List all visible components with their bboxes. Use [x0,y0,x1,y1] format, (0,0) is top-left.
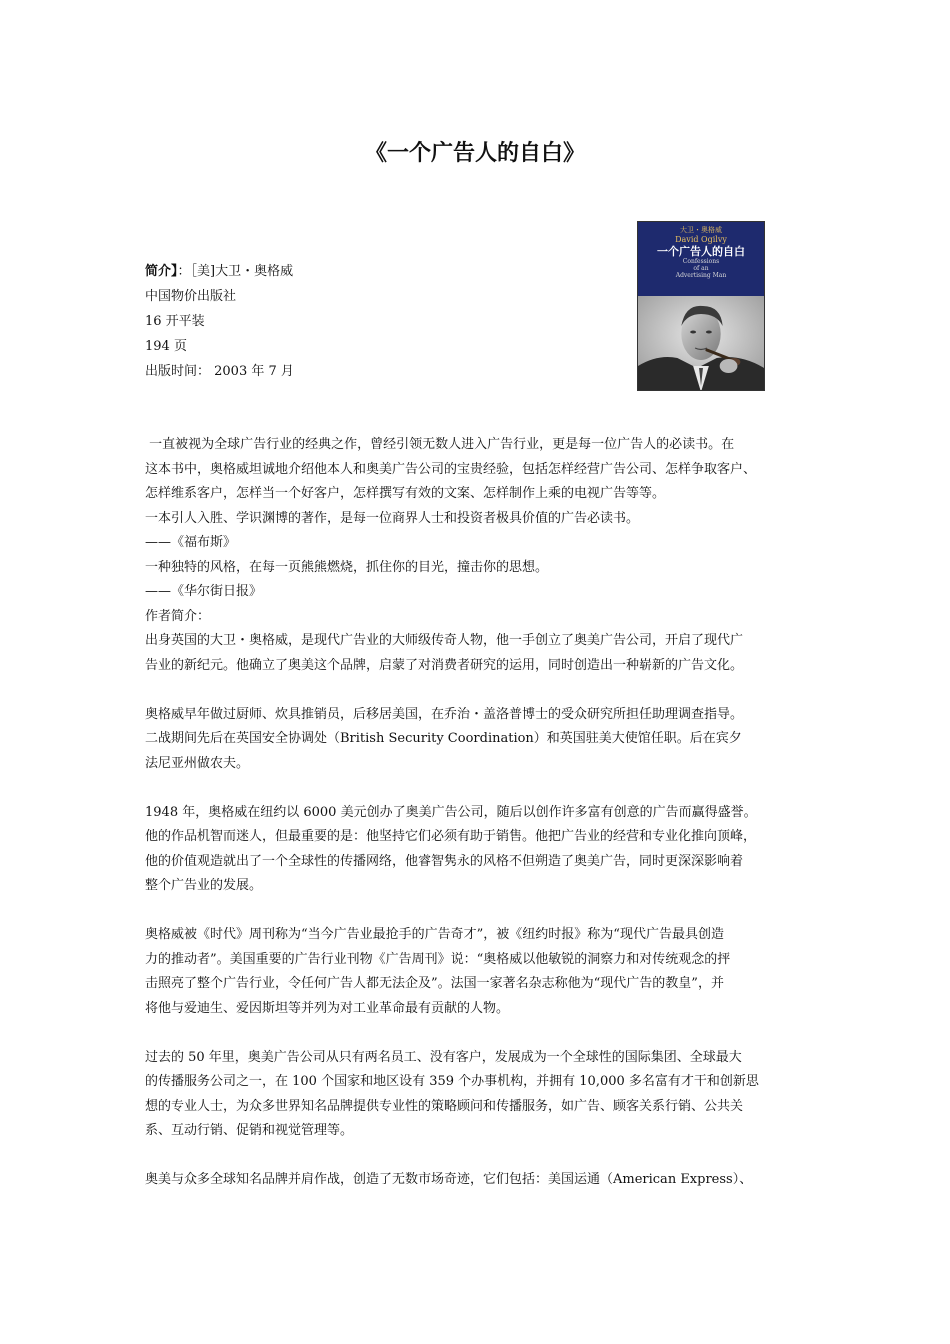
cover-author-cn: 大卫・奥格威 [680,226,722,234]
article-body [145,433,810,1193]
author-intro-heading: 作者简介： [145,608,211,624]
paragraph-praise: 奥格威被《时代》周刊称为“当今广告业最抢手的广告奇才”，被《纽约时报》称为“现代广告最具创造 力的推动者”。美国重要的广告行业刊物《广告周刊》说：“奥格威以他敏锐的洞察力和对传统观念的抨 击照亮了整个广告行业，令任何广告人都无法企及”。法国一家著名杂志称他为“现代广告的教皇”，并 将他与爱迪生、爱因斯坦等并列为对工业革命最有贡献的人物。 [145,927,731,1016]
pages-text: 194 页 [145,339,187,354]
portrait-photo [638,296,764,391]
paragraph-author-origin: 出身英国的大卫・奥格威，是现代广告业的大师级传奇人物，他一手创立了奥美广告公司，开启了现代广 告业的新纪元。他确立了奥美这个品牌，启蒙了对消费者研究的运用，同时创造出一种崭新的广告文化。 [145,633,744,673]
cover-title-en-1: Confessions [682,258,720,265]
publisher-text: 中国物价出版社 [145,289,237,304]
forbes-source: ——《福布斯》 [145,535,237,550]
page-title: 《一个广告人的自白》 [364,141,585,166]
paragraph-brands: 奥美与众多全球知名品牌并肩作战，创造了无数市场奇迹，它们包括：美国运通（American Express）、 [145,1172,753,1187]
paragraph-intro: 一直被视为全球广告行业的经典之作，曾经引领无数人进入广告行业，更是每一位广告人的必读书。在 这本书中，奥格威坦诚地介绍他本人和奥美广告公司的宝贵经验，包括怎样经营广告公司、怎样争取客户、 怎样维系客户，怎样当一个好客户，怎样撰写有效的文案、怎样制作上乘的电视广告等等。 [145,437,757,501]
cover-title-cn: 一个广告人的自白 [657,245,745,258]
intro-line [145,259,294,284]
book-cover-image [637,221,765,391]
cover-author-en: David Ogilvy [675,235,727,244]
cover-title-block [638,222,764,296]
paragraph-early-career: 奥格威早年做过厨师、炊具推销员，后移居美国，在乔治・盖洛普博士的受众研究所担任助理调查指导。 二战期间先后在英国安全协调处（British Security Coordination）和英国驻美大使馆任职。后在宾夕 法尼亚州做农夫。 [145,706,744,771]
cover-title-en-2: of an [693,265,709,272]
pub-date-text: 出版时间： 2003 年 7 月 [145,364,294,379]
wsj-quote: 一种独特的风格，在每一页熊熊燃烧，抓住你的目光，撞击你的思想。 [145,559,549,575]
wsj-source: ——《华尔街日报》 [145,584,263,599]
forbes-quote: 一本引人入胜、学识渊博的著作，是每一位商界人士和投资者极具价值的广告必读书。 [145,510,640,526]
book-info [145,259,294,384]
paragraph-growth: 过去的 50 年里，奥美广告公司从只有两名员工、没有客户，发展成为一个全球性的国际集团、全球最大 的传播服务公司之一，在 100 个国家和地区设有 359 个办事机构，并拥有 10,000 多名富有才干和创新思 想的专业人士，为众多世界知名品牌提供专业性的策略顾问和传播服务，如广告、顾客关系行销、公共关 系、互动行销、促销和视觉管理等。 [145,1049,759,1138]
author-text: ：［美]大卫・奥格威 [177,264,294,279]
cover-title-en-3: Advertising Man [675,272,727,279]
format-text: 16 开平装 [145,314,205,329]
intro-label: 简介】 [145,264,178,279]
paragraph-founding: 1948 年，奥格威在纽约以 6000 美元创办了奥美广告公司，随后以创作许多富有创意的广告而赢得盛誉。 他的作品机智而迷人，但最重要的是：他坚持它们必须有助于销售。他把广告业的经营和专业化推向顶峰， 他的价值观造就出了一个全球性的传播网络，他睿智隽永的风格不但朔造了奥美广告，同时更深深影响着 整个广告业的发展。 [145,804,757,893]
